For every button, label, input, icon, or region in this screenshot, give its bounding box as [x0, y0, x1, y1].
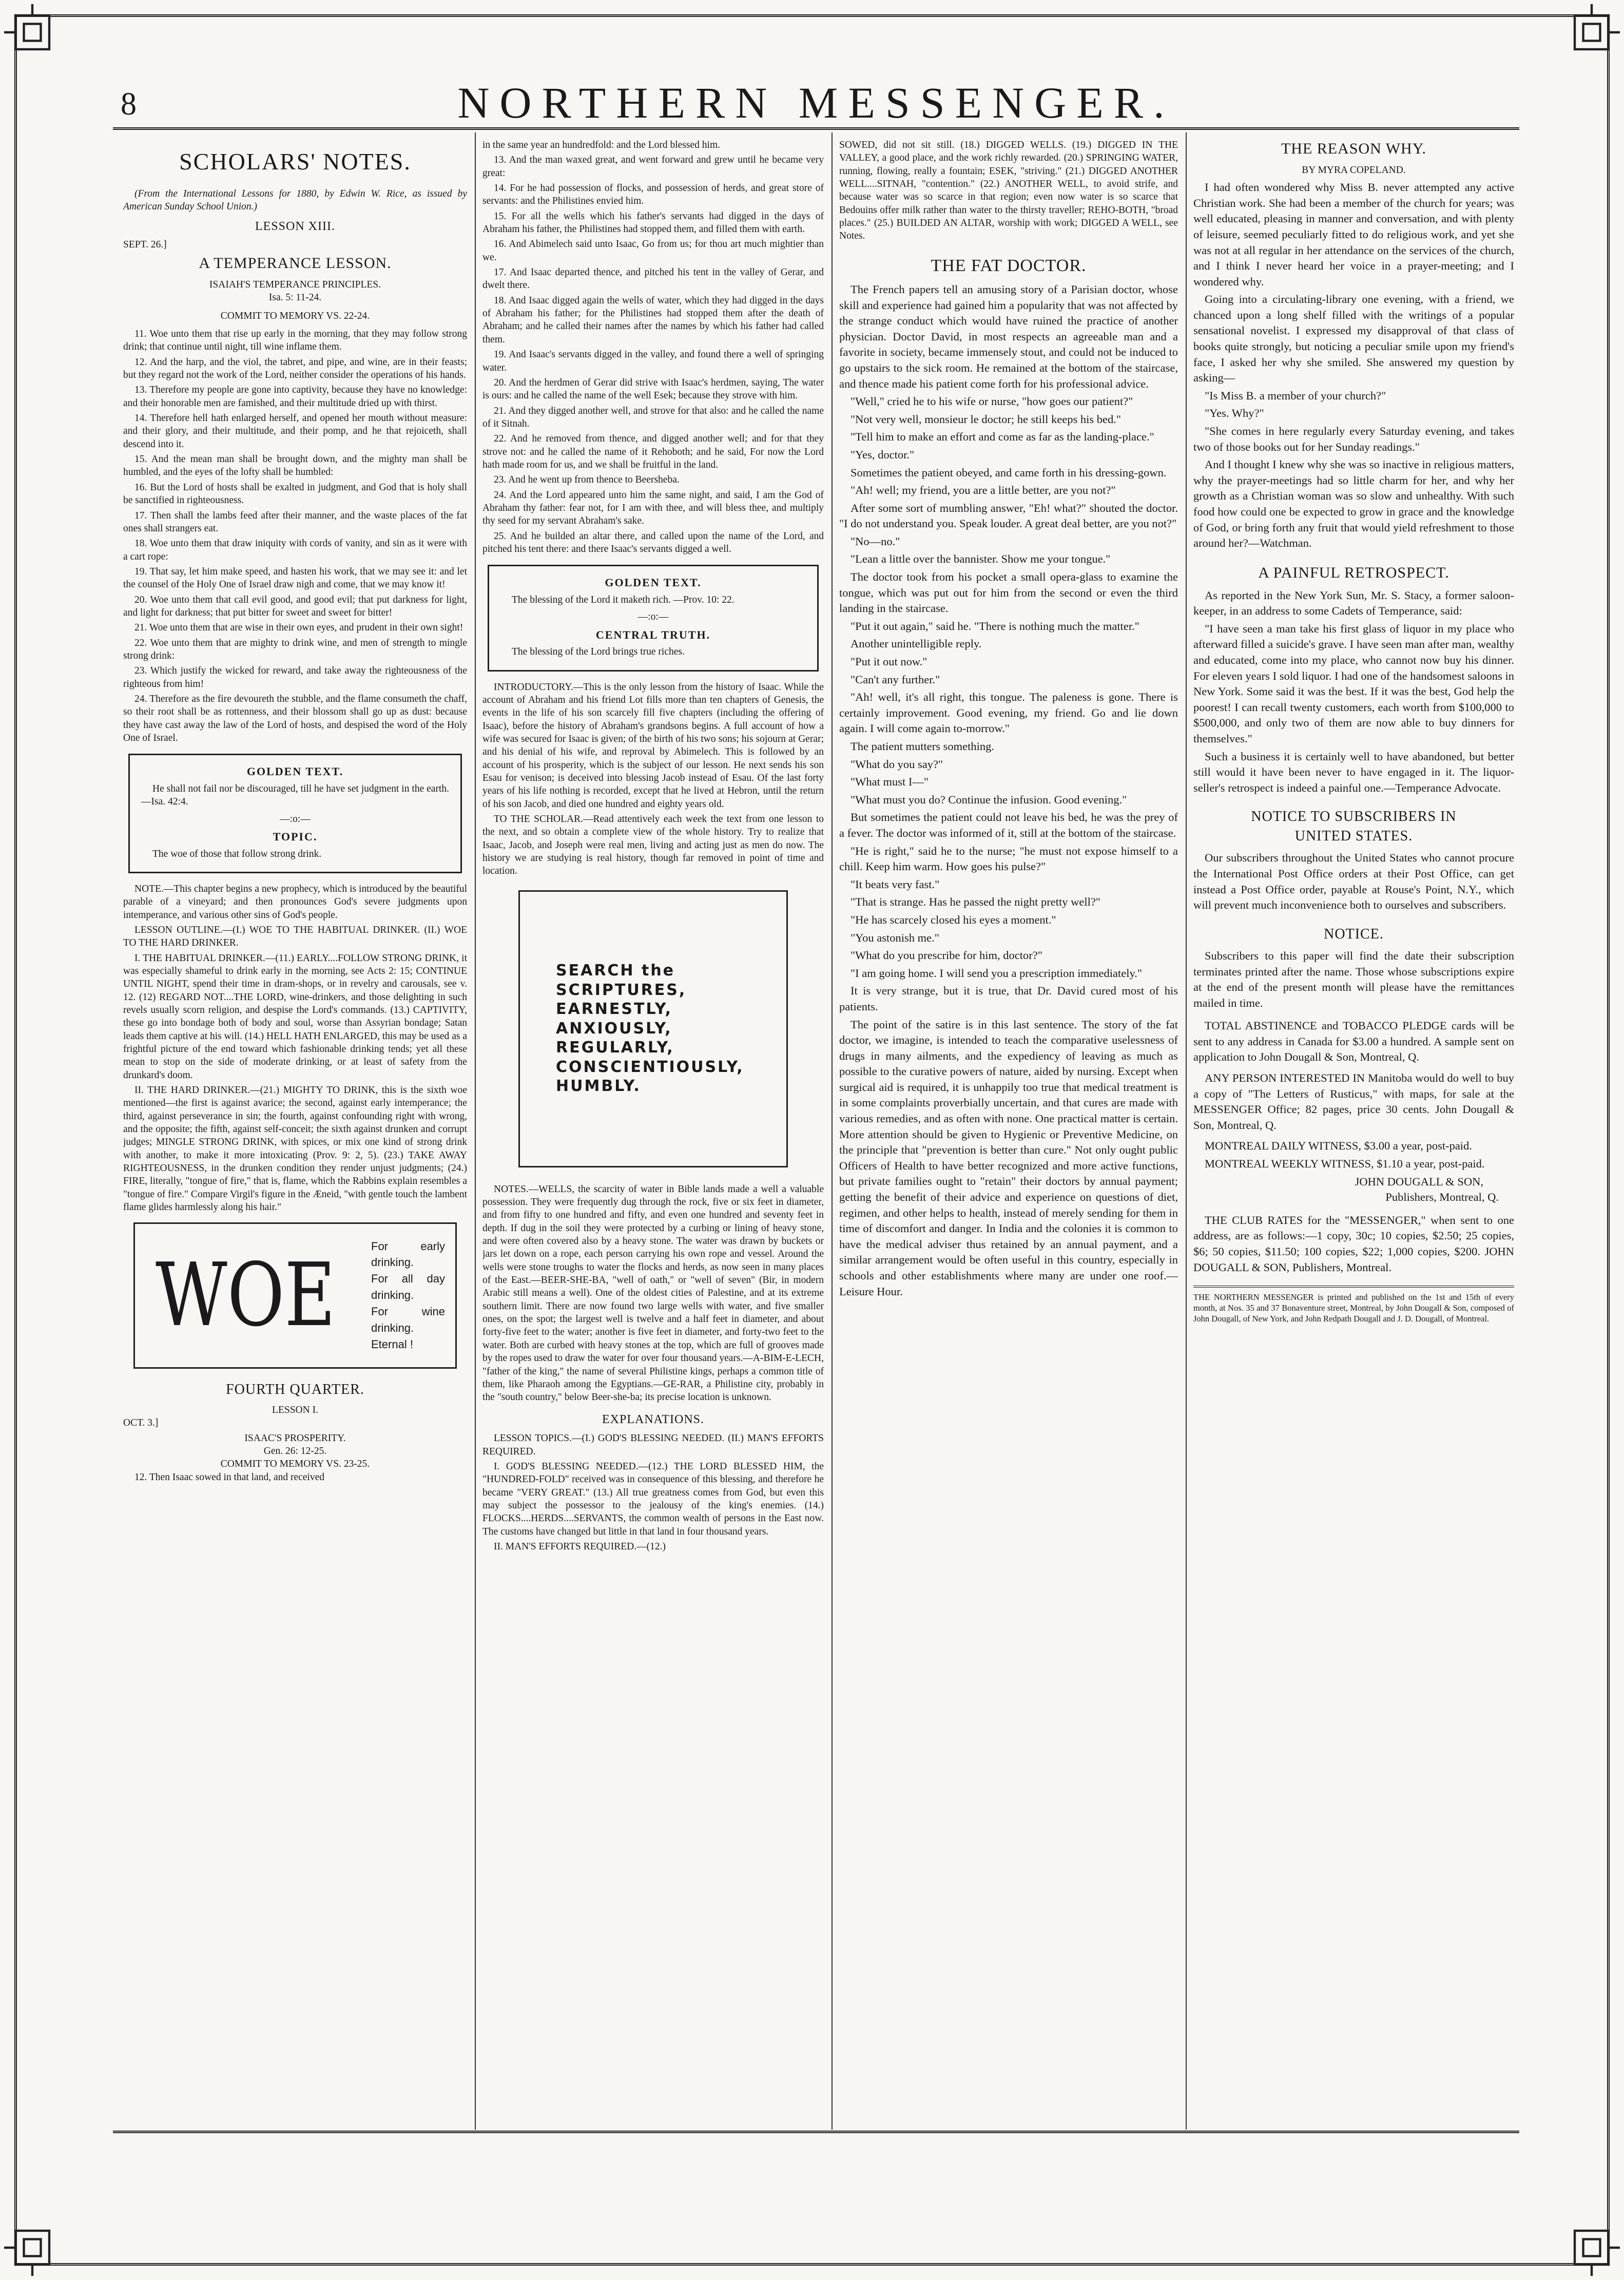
story-paragraph: "What do you prescribe for him, doctor?" [850, 949, 1042, 962]
painful-retrospect-heading: A PAINFUL RETROSPECT. [1258, 564, 1449, 581]
verse: 12. And the harp, and the viol, the tabret, and pipe, and wine, are in their feasts; but they regard not the work of the Lord, neither consider the operations of his hands. [123, 356, 467, 381]
publisher-location: Publishers, Montreal, Q. [1385, 1191, 1499, 1204]
club-rates: THE CLUB RATES for the "MESSENGER," when sent to one address, are as follows:—1 copy, 30c; 10 copies, $2.50; 25 copies, $6; 50 copies, $11.50; 100 copies, $22; 1,000 copies, $200. JOHN DOUGALL & SON, Publishers, Montreal. [1193, 1213, 1514, 1274]
story-paragraph: Another unintelligible reply. [850, 637, 982, 650]
masthead-rule [113, 127, 1519, 130]
story-paragraph: "Tell him to make an effort and come as far as the landing-place." [850, 430, 1154, 444]
scripture-line: REGULARLY, [556, 1039, 674, 1057]
separator: —:o:— [637, 611, 669, 623]
scripture-line: SEARCH the [556, 962, 675, 980]
page-number: 8 [121, 87, 137, 122]
golden-text: The blessing of the Lord it maketh rich. —Prov. 10: 22. [512, 594, 734, 605]
quarter-commit: COMMIT TO MEMORY VS. 23-25. [220, 1459, 370, 1470]
scholars-notes-heading: SCHOLARS' NOTES. [179, 148, 411, 175]
reason-paragraph: And I thought I knew why she was so inactive in religious matters, why the prayer-meetings had so little charm for her, and why her growth as a Christian woman was so slow and unhealthy. With such food how could one be expected to grow in grace and the knowledge of God, or bring forth any fruit that would yield refreshment to those around her?—Watchman. [1193, 458, 1514, 550]
reason-paragraph: "Yes. Why?" [1205, 407, 1264, 420]
reason-why-heading: THE REASON WHY. [1281, 140, 1427, 157]
story-paragraph: But sometimes the patient could not leave his bed, he was the prey of a fever. The doctor was informed of it, still at the bottom of the staircase. [839, 811, 1178, 839]
column-3 [839, 139, 1178, 2131]
verse: 18. Woe unto them that draw iniquity with cords of vanity, and sin as it were with a cart rope: [123, 538, 467, 562]
story-paragraph: "What do you say?" [850, 757, 943, 771]
column-rule [1186, 132, 1187, 2130]
footer-rule [113, 2131, 1519, 2133]
verse: 12. Then Isaac sowed in that land, and received [134, 1471, 325, 1483]
story-paragraph: "Can't any further." [850, 673, 940, 686]
notice-us-heading-line-2: UNITED STATES. [1294, 828, 1413, 845]
golden-text-heading: GOLDEN TEXT. [605, 576, 702, 589]
woe-advertisement [133, 1222, 457, 1369]
fourth-quarter-heading: FOURTH QUARTER. [226, 1381, 364, 1397]
golden-text: He shall not fail nor be discouraged, till he have set judgment in the earth.—Isa. 42:4. [141, 783, 449, 808]
reason-why-author: BY MYRA COPELAND. [1302, 164, 1406, 176]
golden-text-heading: GOLDEN TEXT. [246, 765, 344, 778]
story-paragraph: "What must you do? Continue the infusion. Good evening." [850, 793, 1127, 806]
notice-text: Subscribers to this paper will find the date their subscription terminates printed after the name. Those whose subscriptions expire at the end of the present month will please have the remittances mailed in time. [1193, 949, 1514, 1009]
verse: 15. And the mean man shall be brought down, and the mighty man shall be humbled, and the eyes of the lofty shall be humbled: [123, 454, 467, 478]
verse: 24. Therefore as the fire devoureth the stubble, and the flame consumeth the chaff, so their root shall be as rottenness, and their blossom shall go up as dust: because they have cast away the law of the Lord of hosts, and despised the word of the Holy One of Israel. [123, 693, 467, 743]
scripture-line: EARNESTLY, [556, 1000, 673, 1019]
verse: 18. And Isaac digged again the wells of water, which they had digged in the days of Abraham his father; for the Philistines had stopped them after the death of Abraham; and he called their names after the names by which his father had called them. [482, 295, 824, 345]
verse: 11. Woe unto them that rise up early in the morning, that they may follow strong drink; that continue until night, till wine inflame them. [123, 329, 467, 353]
story-paragraph: "Not very well, monsieur le doctor; he still keeps his bed." [850, 412, 1122, 426]
story-paragraph: The patient mutters something. [850, 740, 994, 753]
fat-doctor-heading: THE FAT DOCTOR. [931, 256, 1087, 275]
column-4 [1193, 139, 1514, 2131]
story-paragraph: "I am going home. I will send you a prescription immediately." [850, 966, 1143, 980]
verse: 14. Therefore hell hath enlarged herself, and opened her mouth without measure: and their glory, and their multitude, and their pomp, and he that rejoiceth, shall descend into it. [123, 413, 467, 450]
corner-ornament-icon [4, 4, 61, 61]
verse: 16. But the Lord of hosts shall be exalted in judgment, and God that is holy shall be sanctified in righteousness. [123, 482, 467, 506]
story-paragraph: "It beats very fast." [850, 877, 940, 891]
story-paragraph: "That is strange. Has he passed the night pretty well?" [850, 895, 1100, 909]
to-the-scholar-paragraph: TO THE SCHOLAR.—Read attentively each week the text from one lesson to the next, and so obtain a complete view of the whole history. Try to realize that Isaac, Jacob, and Joseph were real men, living and acting just as men do now. The history we are studying is real history, though far removed in point of time and location. [482, 813, 824, 877]
verse: 20. And the herdmen of Gerar did strive with Isaac's herdmen, saying, The water is ours: and he called the name of the well Esek; because they strove with him. [482, 377, 824, 401]
reason-paragraph: I had often wondered why Miss B. never attempted any active Christian work. She had been a member of the church for years; was well educated, pleasing in manner and conversation, and with plenty of leisure, seemed peculiarly fitted to do religious work, and yet she was not at all regular in her attendance on the services of the church, and I think I never heard her voice in a prayer-meeting; and I wondered why. [1193, 181, 1514, 288]
verse: 24. And the Lord appeared unto him the same night, and said, I am the God of Abraham thy father: fear not, for I am with thee, and will bless thee, and multiply thy seed for my servant Abraham's sake. [482, 489, 824, 527]
corner-ornament-icon [1563, 4, 1620, 61]
woe-line: For early drinking. [371, 1239, 445, 1269]
scripture-line: HUMBLY. [556, 1077, 641, 1096]
story-paragraph: "He has scarcely closed his eyes a moment." [850, 913, 1056, 926]
story-paragraph: "Well," cried he to his wife or nurse, "how goes our patient?" [850, 395, 1133, 408]
notice-heading: NOTICE. [1324, 926, 1384, 942]
verse: 21. Woe unto them that are wise in their own eyes, and prudent in their own sight! [134, 622, 463, 634]
publication-imprint: THE NORTHERN MESSENGER is printed and published on the 1st and 15th of every month, at Nos. 35 and 37 Bonaventure street, Montreal, by John Dougall & Son, composed of John Dougall, of New York, and John Redpath Dougall and J. D. Dougall, of Montreal. [1193, 1286, 1514, 1324]
verse: 22. And he removed from thence, and digged another well; and for that they strove not: and he called the name of it Rehoboth; and he said, For now the Lord hath made room for us, and we shall be fruitful in the land. [482, 433, 824, 470]
manitoba-ad: ANY PERSON INTERESTED IN Manitoba would do well to buy a copy of "The Letters of Rusticus," with maps, for sale at the MESSENGER Office; 82 pages, price 30 cents. John Dougall & Son, Montreal, Q. [1193, 1071, 1514, 1132]
story-paragraph: Sometimes the patient obeyed, and came forth in his dressing-gown. [850, 466, 1167, 479]
woe-line: For wine drinking. [371, 1305, 445, 1334]
verse: in the same year an hundredfold: and the Lord blessed him. [482, 140, 720, 150]
lesson-note: NOTE.—This chapter begins a new prophecy, which is introduced by the beautiful parable of a vineyard; and then pronounces God's severe judgments upon intemperance, and various other sins of God's people. [123, 883, 467, 921]
quarter-reference: Gen. 26: 12-25. [263, 1445, 327, 1457]
verse: 21. And they digged another well, and strove for that also: and he called the name of it Sitnah. [482, 405, 824, 429]
pledge-cards-ad: TOTAL ABSTINENCE and TOBACCO PLEDGE cards will be sent to any address in Canada for $3.00 a hundred. A sample sent on application to John Dougall & Son, Montreal, Q. [1193, 1019, 1514, 1064]
verse: 23. And he went up from thence to Beersheba. [494, 474, 680, 486]
explanations-continued: SOWED, did not sit still. (18.) DIGGED WELLS. (19.) DIGGED IN THE VALLEY, a good place, and the work richly rewarded. (20.) SPRINGING WATER, running, flowing, really a fountain; ESEK, "striving." (21.) DIGGED ANOTHER WELL....SITNAH, "contention." (22.) ANOTHER WELL, to avoid strife, and because water was so scarce in that region; even now water is so scarce that Bedouins offer milk rather than water to the thirsty traveller; REHO-BOTH, "broad places." (25.) BUILDED AN ALTAR, worship with work; DIGGED A WELL, see Notes. [839, 140, 1178, 242]
lesson-title: A TEMPERANCE LESSON. [199, 255, 392, 272]
lesson-reference: Isa. 5: 11-24. [268, 292, 322, 303]
story-paragraph: It is very strange, but it is true, that Dr. David cured most of his patients. [839, 984, 1178, 1013]
habitual-drinker-paragraph: I. THE HABITUAL DRINKER.—(11.) EARLY....FOLLOW STRONG DRINK, it was especially shameful to drink early in the morning, see Acts 2: 15; CONTINUE UNTIL NIGHT, spend their time in dram-shops, or in revelry and carousals, see v. 12. (12) REGARD NOT....THE LORD, wine-drinkers, and those delighting in such revels usually scorn religion, and despise the Lord's commands. (13.) CAPTIVITY, these go into bondage both of body and soul, worse than Assyrian bondage; Satan leads them captive at his will. (14.) HELL HATH ENLARGED, this may be used as a frightful picture of the end toward which fashionable drinking tends; yet all these mean to stop on the side of moderate drinking, or at least of safety from the drunkard's doom. [123, 952, 467, 1081]
reason-paragraph: "She comes in here regularly every Saturday evening, and takes two of those books out for her Sunday readings." [1193, 425, 1514, 453]
corner-ornament-icon [4, 2219, 61, 2276]
story-paragraph: After some sort of mumbling answer, "Eh! what?" shouted the doctor. "I do not understand you. Speak louder. A great deal better, are you not?" [839, 501, 1178, 530]
story-paragraph: "Lean a little over the bannister. Show me your tongue." [850, 552, 1111, 566]
column-rule [475, 132, 476, 2130]
notice-us-heading: NOTICE TO SUBSCRIBERS IN [1251, 809, 1457, 825]
story-paragraph: "What must I—" [850, 775, 929, 789]
verse: 13. And the man waxed great, and went forward and grew until he became very great: [482, 155, 824, 179]
story-paragraph: "Put it out now." [850, 655, 927, 668]
masthead-title: NORTHERN MESSENGER. [457, 78, 1175, 127]
story-paragraph: "He is right," said he to the nurse; "he must not expose himself to a chill. Keep him warm. How goes his pulse?" [839, 844, 1178, 873]
woe-word: WOE [156, 1244, 336, 1347]
verse: 13. Therefore my people are gone into captivity, because they have no knowledge: and their honorable men are famished, and their multitude dried up with thirst. [123, 385, 467, 409]
story-paragraph: The doctor took from his pocket a small opera-glass to examine the tongue, which was put out for him from the second or even the third landing in the staircase. [839, 570, 1178, 615]
scripture-line: CONSCIENTIOUSLY, [556, 1058, 744, 1076]
gods-blessing-paragraph: I. GOD'S BLESSING NEEDED.—(12.) THE LORD BLESSED HIM, the "HUNDRED-FOLD" received was in consequence of this blessing, and therefore he became "VERY GREAT." (13.) All true greatness comes from God, but even this may subject the possessor to the jealousy of the king's enemies. (14.) FLOCKS....HERDS....SERVANTS, the common wealth of persons in the East now. The customs have changed but little in that land in four thousand years. [482, 1461, 824, 1537]
verse: 16. And Abimelech said unto Isaac, Go from us; for thou art much mightier than we. [482, 239, 824, 263]
retrospect-paragraph: "I have seen a man take his first glass of liquor in my place who afterward filled a suicide's grave. I have seen man after man, wealthy and educated, come into my place, who cannot now buy his dinner. For eleven years I sold liquor. I had one of the handsomest saloons in New York. Some said it was the best. If it was the best, God help the poorest! I can recall twenty customers, each worth from $100,000 to $500,000, and only two of them are now able to buy dinners for themselves." [1193, 622, 1514, 745]
golden-text-box [488, 565, 819, 671]
story-paragraph: "No—no." [850, 534, 900, 548]
wells-notes: NOTES.—WELLS, the scarcity of water in Bible lands made a well a valuable possession. They were frequently dug through the rock, five or six feet in diameter, and from fifty to one hundred and fifty, and even one hundred and seventy feet in depth. If dug in the soil they were protected by a curbing or lining of heavy stone, and were often covered also by a heavy stone. The water was drawn by buckets or jars let down on a rope, each person carrying his own rope and vessel. Around the wells were stone troughs to water the flocks and herds, as now seen in many places of the East.—BEER-SHE-BA, "well of oath," or "well of seven" (Bir, in modern Arabic still means a well). One of the oldest cities of Palestine, and at its extreme southern limit. There are now found two large wells with water, and five smaller ones, on the spot; the largest well is twelve and a half feet in diameter, and about forty-five feet to the water; another is five feet in diameter, and forty-two feet to the water. Both are curbed with heavy stones at the top, which are full of grooves made by the ropes used to draw the water for over four thousand years.—A-BIM-E-LECH, "father of the king," the name of several Philistine kings, perhaps a common title of them, like Pharaoh among the Egyptians.—GE-RAR, a Philistine city, probably in the "south country," below Beer-she-ba; its precise location is unknown. [482, 1183, 824, 1403]
lesson-number: LESSON XIII. [255, 220, 335, 234]
lesson-date: SEPT. 26.] [123, 239, 167, 250]
verse: 17. Then shall the lambs feed after their manner, and the waste places of the fat ones shall strangers eat. [123, 510, 467, 534]
quarter-title: ISAAC'S PROSPERITY. [244, 1432, 346, 1444]
verse: 17. And Isaac departed thence, and pitched his tent in the valley of Gerar, and dwelt there. [482, 267, 824, 291]
notice-us-text: Our subscribers throughout the United States who cannot procure the International Post Office orders at their Post Office, can get instead a Post Office order, payable at Rouse's Point, N.Y., which will prevent much inconvenience both to ourselves and subscribers. [1193, 851, 1514, 912]
quarter-lesson-number: LESSON I. [272, 1404, 318, 1415]
scripture-line: SCRIPTURES, [556, 981, 687, 999]
verse: 19. And Isaac's servants digged in the valley, and found there a well of springing water. [482, 349, 824, 373]
lesson-subtitle: ISAIAH'S TEMPERANCE PRINCIPLES. [209, 279, 381, 290]
column-rule [832, 132, 833, 2130]
reason-paragraph: "Is Miss B. a member of your church?" [1205, 389, 1386, 402]
central-truth-text: The blessing of the Lord brings true riches. [512, 646, 685, 658]
search-scriptures-box [518, 890, 788, 1167]
explanations-heading: EXPLANATIONS. [602, 1412, 704, 1426]
lesson-outline: LESSON OUTLINE.—(I.) WOE TO THE HABITUAL DRINKER. (II.) WOE TO THE HARD DRINKER. [123, 924, 467, 949]
hard-drinker-paragraph: II. THE HARD DRINKER.—(21.) MIGHTY TO DRINK, this is the sixth woe mentioned—the first is against avarice; the second, against early intemperance; the third, against perseverance in sin; the fourth, against confounding right with wrong, and the opposite; the fifth, against self-conceit; the sixth against drunken and corrupt judges; MINGLE STRONG DRINK, with spices, or mix one kind of strong drink with another, to make it more intoxicating (Prov. 9: 2, 5). (23.) TAKE AWAY RIGHTEOUSNESS, in the drunken condition they render unjust judgments; (24.) FIRE, literally, "tongue of fire," that is, flame, which the Rabbins explain resembles a "tongue of fire." Compare Virgil's figure in the Æneid, "with gentle touch the lambent flame glides harmlessly along his hair." [123, 1085, 467, 1213]
story-paragraph: "Ah! well; my friend, you are a little better, are you not?" [850, 484, 1116, 497]
verse: 25. And he builded an altar there, and called upon the name of the Lord, and pitched his tent there: and there Isaac's servants digged a well. [482, 530, 824, 554]
topic-text: The woe of those that follow strong drink. [152, 848, 322, 859]
verse: 14. For he had possession of flocks, and possession of herds, and great store of servants: and the Philistines envied him. [482, 183, 824, 207]
woe-line: For all day drinking. [371, 1272, 445, 1302]
quarter-date: OCT. 3.] [123, 1417, 159, 1429]
separator: —:o:— [280, 813, 311, 825]
story-paragraph: The point of the satire is in this last sentence. The story of the fat doctor, we imagine, is intended to teach the comparative uselessness of drugs in many ailments, and the expediency of leaving as much as possible to the curative powers of nature, aided by nursing. Except when surgical aid is required, it is unhappily too true that medical treatment is in some complaints proverbially uncertain, and that cures are made with various remedies, and as often with none. One practical matter is certain. More attention should be given to Hygienic or Preventive Medicine, on the principle that "prevention is better than cure." Not only ought public Officers of Health to have better recognized and more active functions, but private families ought to "retain" their doctors by annual payment; getting the benefit of their advice and experience on questions of diet, regimen, and other helps to health, instead of merely sending for them in time of discomfort and danger. In India and the colonies it is common to have the medical adviser thus retained by an annual payment, and a similar arrangement would be often useful in this country, especially in schools and other establishments where many are under one roof.—Leisure Hour. [839, 1018, 1178, 1298]
corner-ornament-icon [1563, 2219, 1620, 2276]
topic-heading: TOPIC. [273, 830, 318, 843]
lesson-topics: LESSON TOPICS.—(I.) GOD'S BLESSING NEEDED. (II.) MAN'S EFFORTS REQUIRED. [482, 1433, 824, 1457]
story-paragraph: "Put it out again," said he. "There is nothing much the matter." [850, 619, 1139, 633]
retrospect-paragraph: Such a business it is certainly well to have abandoned, but better still would it have been never to have engaged in it. The liquor-seller's retrospect is indeed a painful one.—Temperance Advocate. [1193, 750, 1514, 794]
woe-line: Eternal ! [371, 1337, 413, 1351]
column-1 [123, 139, 467, 2131]
mans-efforts-paragraph: II. MAN'S EFFORTS REQUIRED.—(12.) [494, 1541, 666, 1552]
golden-text-box [128, 754, 462, 873]
verse: 20. Woe unto them that call evil good, and good evil; that put darkness for light, and light for darkness; that put bitter for sweet and sweet for bitter! [123, 594, 467, 618]
story-paragraph: "You astonish me." [850, 931, 939, 944]
source-note: (From the International Lessons for 1880, by Edwin W. Rice, as issued by American Sunday School Union.) [123, 188, 467, 212]
story-paragraph: The French papers tell an amusing story of a Parisian doctor, whose skill and experience had gained him a popularity that was not affected by the strange conduct which would have ruined the practice of another physician. Doctor David, in most respects an agreeable man and a favorite in society, became immensely stout, and could not be induced to go upstairs to the sick room. He remained at the bottom of the staircase, and thence made his patient come forth for his professional advice. [839, 282, 1178, 390]
column-2 [482, 139, 824, 2131]
commit-to-memory: COMMIT TO MEMORY VS. 22-24. [220, 310, 370, 321]
retrospect-paragraph: As reported in the New York Sun, Mr. S. Stacy, a former saloon-keeper, in an address to some Cadets of Temperance, said: [1193, 588, 1514, 618]
verse: 15. For all the wells which his father's servants had digged in the days of Abraham his father, the Philistines had stopped them, and filled them with earth. [482, 210, 824, 235]
verse: 19. That say, let him make speed, and hasten his work, that we may see it: and let the counsel of the Holy One of Israel draw nigh and come, that we may know it! [123, 566, 467, 590]
scripture-line: ANXIOUSLY, [556, 1019, 672, 1038]
reason-paragraph: Going into a circulating-library one evening, with a friend, we chanced upon a long shelf filled with the writings of a popular sensational novelist. I expressed my disapproval of that class of books quite strongly, but noticing a peculiar smile upon my friend's face, I asked her why she smiled. She answered my question by asking— [1193, 293, 1514, 385]
verse: 22. Woe unto them that are mighty to drink wine, and men of strength to mingle strong drink: [123, 637, 467, 661]
daily-witness-ad: MONTREAL DAILY WITNESS, $3.00 a year, post-paid. [1205, 1139, 1472, 1153]
central-truth-heading: CENTRAL TRUTH. [595, 628, 711, 641]
verse: 23. Which justify the wicked for reward, and take away the righteousness of the righteous from him! [123, 665, 467, 689]
story-paragraph: "Yes, doctor." [850, 448, 915, 461]
story-paragraph: "Ah! well, it's all right, this tongue. The paleness is gone. There is certainly improvement. Good evening, my friend. Go and lie down again. I will come again to-morrow." [839, 691, 1178, 735]
weekly-witness-ad: MONTREAL WEEKLY WITNESS, $1.10 a year, post-paid. [1205, 1157, 1485, 1171]
publisher-signature: JOHN DOUGALL & SON, [1355, 1175, 1483, 1188]
introductory-paragraph: INTRODUCTORY.—This is the only lesson from the history of Isaac. While the account of Abraham and his friend Lot fills more than ten chapters of Genesis, the events in the life of his son scarcely fill five chapters (including the offering of Isaac), before the history of Abraham's grandsons begins. A full account of how a wife was secured for Isaac is given; of the birth of his two sons; his sojourn at Gerar; and his denial of his wife, and reproval by Abimelech. This is followed by an account of his prosperity, which is the subject of our lesson. He next sends his son Esau for venison; is deceived into blessing Jacob instead of Esau. Of the last forty years of his life nothing is recorded, except that he lived at Hebron, until the return of his son Jacob, and died one hundred and eighty years old. [482, 681, 824, 810]
